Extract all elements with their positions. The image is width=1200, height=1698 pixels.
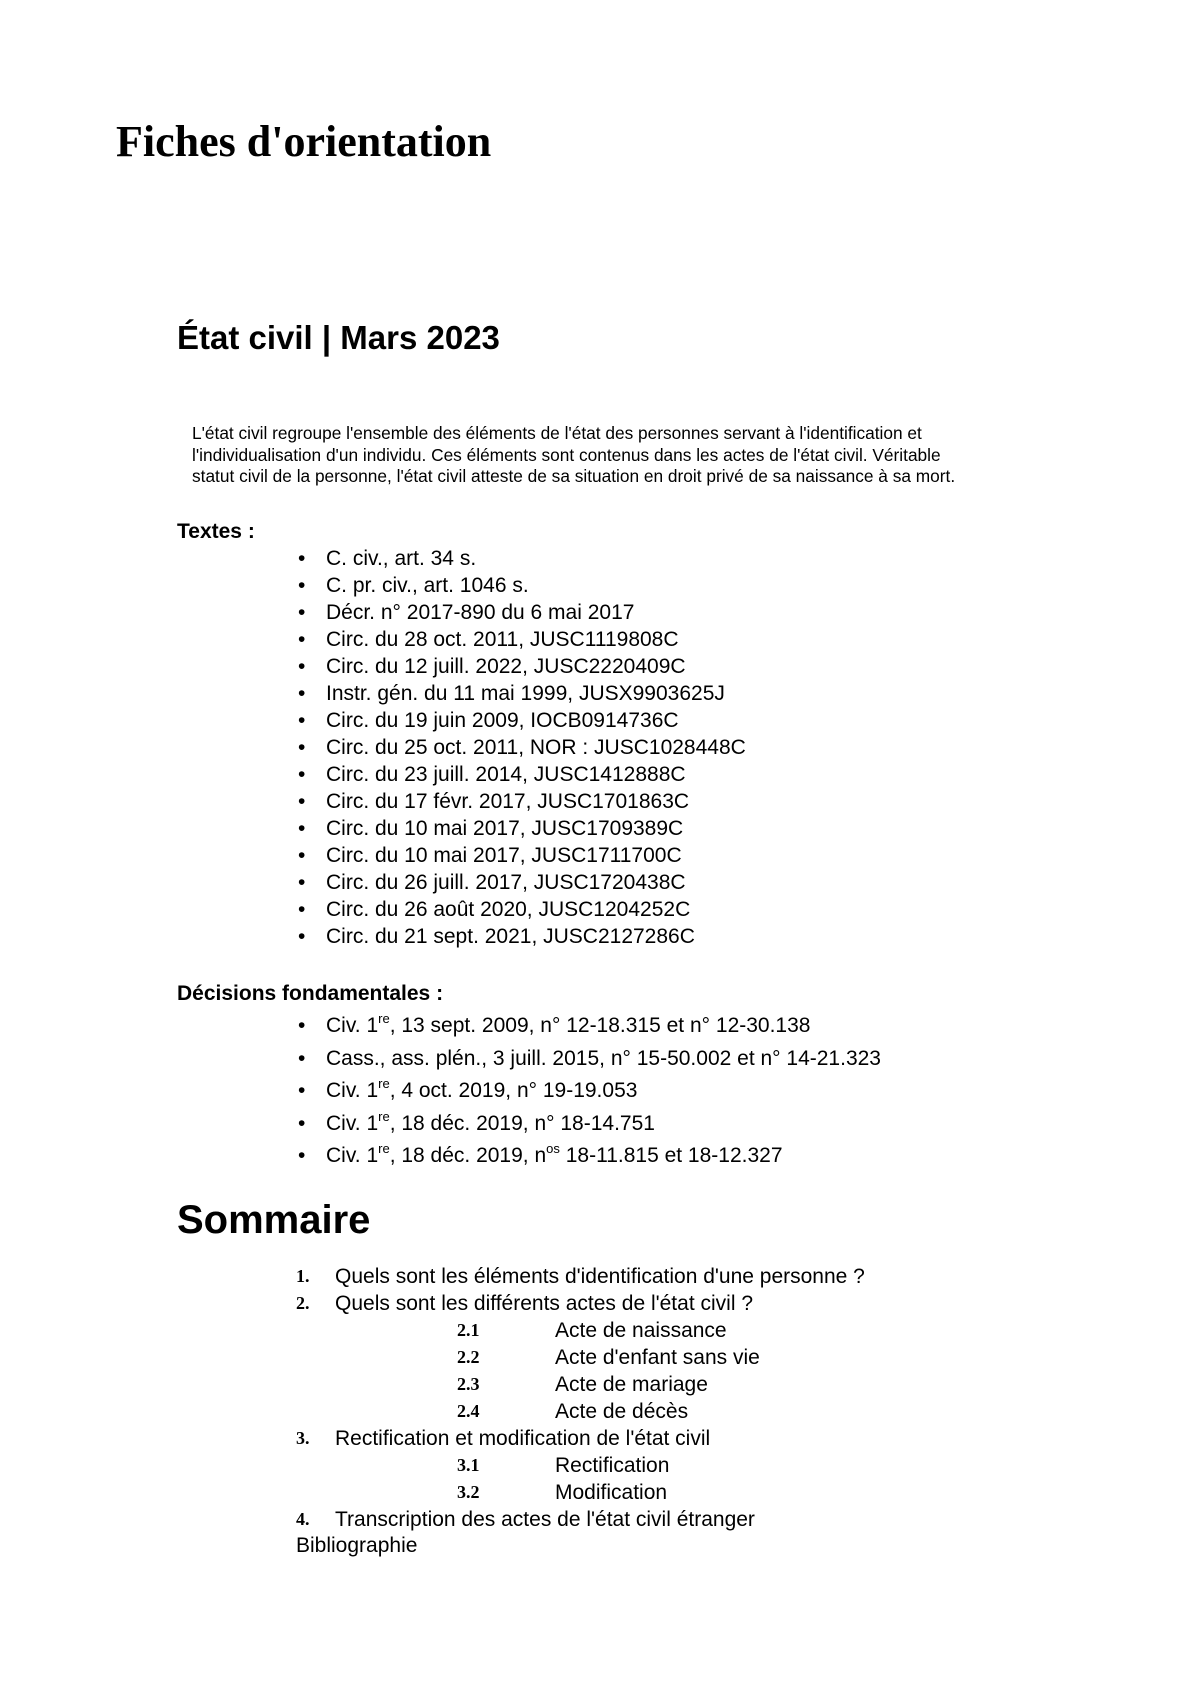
toc-number: 2.4 — [457, 1401, 480, 1421]
texte-item: • Circ. du 17 févr. 2017, JUSC1701863C — [296, 788, 746, 815]
toc-label: Acte de décès — [555, 1400, 689, 1423]
toc-number: 1. — [296, 1266, 310, 1286]
texte-item: • Circ. du 21 sept. 2021, JUSC2127286C — [296, 923, 746, 950]
decision-item: • Civ. 1re, 18 déc. 2019, n° 18-14.751 — [296, 1108, 881, 1141]
texte-item: • Circ. du 26 août 2020, JUSC1204252C — [296, 896, 746, 923]
texte-item: • Circ. du 10 mai 2017, JUSC1711700C — [296, 842, 746, 869]
toc-label: Acte de mariage — [555, 1373, 708, 1396]
toc-label: Rectification et modification de l'état civil — [335, 1427, 711, 1450]
toc-label: Quels sont les différents actes de l'état civil ? — [335, 1292, 754, 1315]
intro-paragraph — [192, 423, 1052, 488]
decisions-list — [296, 1010, 881, 1173]
texte-item: • Circ. du 28 oct. 2011, JUSC1119808C — [296, 626, 746, 653]
intro-line: L'état civil regroupe l'ensemble des éléments de l'état des personnes servant à l'identification et — [192, 423, 922, 443]
toc-label: Modification — [555, 1481, 668, 1504]
page-title: Fiches d'orientation — [116, 117, 492, 166]
toc-number: 3.2 — [457, 1482, 480, 1502]
intro-line: statut civil de la personne, l'état civil atteste de sa situation en droit privé de sa naissance à sa mort. — [192, 466, 956, 486]
toc-label: Quels sont les éléments d'identification d'une personne ? — [335, 1265, 865, 1288]
decisions-heading: Décisions fondamentales : — [177, 982, 444, 1005]
texte-item: • Circ. du 23 juill. 2014, JUSC1412888C — [296, 761, 746, 788]
texte-item: • Circ. du 12 juill. 2022, JUSC2220409C — [296, 653, 746, 680]
sommaire-title: Sommaire — [177, 1198, 371, 1242]
toc-number: 2.1 — [457, 1320, 480, 1340]
decision-item: • Cass., ass. plén., 3 juill. 2015, n° 15-50.002 et n° 14-21.323 — [296, 1043, 881, 1076]
bibliography-link[interactable]: Bibliographie — [296, 1534, 418, 1557]
texte-item: • Instr. gén. du 11 mai 1999, JUSX9903625J — [296, 680, 746, 707]
intro-line: l'individualisation d'un individu. Ces éléments sont contenus dans les actes de l'état civil. Véritable — [192, 444, 941, 465]
texte-item: • Circ. du 26 juill. 2017, JUSC1720438C — [296, 869, 746, 896]
texte-item: • Circ. du 25 oct. 2011, NOR : JUSC1028448C — [296, 734, 746, 761]
toc-number: 2. — [296, 1293, 310, 1313]
textes-list — [296, 545, 746, 950]
section-title: État civil | Mars 2023 — [177, 319, 500, 356]
texte-item: • Circ. du 10 mai 2017, JUSC1709389C — [296, 815, 746, 842]
textes-heading: Textes : — [177, 520, 255, 543]
toc-number: 2.3 — [457, 1374, 480, 1394]
decision-item: • Civ. 1re, 4 oct. 2019, n° 19-19.053 — [296, 1075, 881, 1108]
texte-item: • Décr. n° 2017-890 du 6 mai 2017 — [296, 599, 746, 626]
texte-item: • C. pr. civ., art. 1046 s. — [296, 572, 746, 599]
decision-item: • Civ. 1re, 18 déc. 2019, $n^{os}$ 18-11.815 et 18-12.327 — [296, 1140, 881, 1173]
toc-label: Transcription des actes de l'état civil étranger — [335, 1508, 755, 1531]
toc-number: 4. — [296, 1509, 310, 1529]
texte-item: • Circ. du 19 juin 2009, IOCB0914736C — [296, 707, 746, 734]
toc-label: Rectification — [555, 1454, 670, 1477]
toc-number: 3.1 — [457, 1455, 480, 1475]
toc-label: Acte d'enfant sans vie — [555, 1346, 760, 1369]
toc-number: 2.2 — [457, 1347, 480, 1367]
texte-item: • C. civ., art. 34 s. — [296, 545, 746, 572]
decision-item: • Civ. 1re, 13 sept. 2009, n° 12-18.315 et n° 12-30.138 — [296, 1010, 881, 1043]
toc-label: Acte de naissance — [555, 1319, 727, 1342]
toc-number: 3. — [296, 1428, 310, 1448]
